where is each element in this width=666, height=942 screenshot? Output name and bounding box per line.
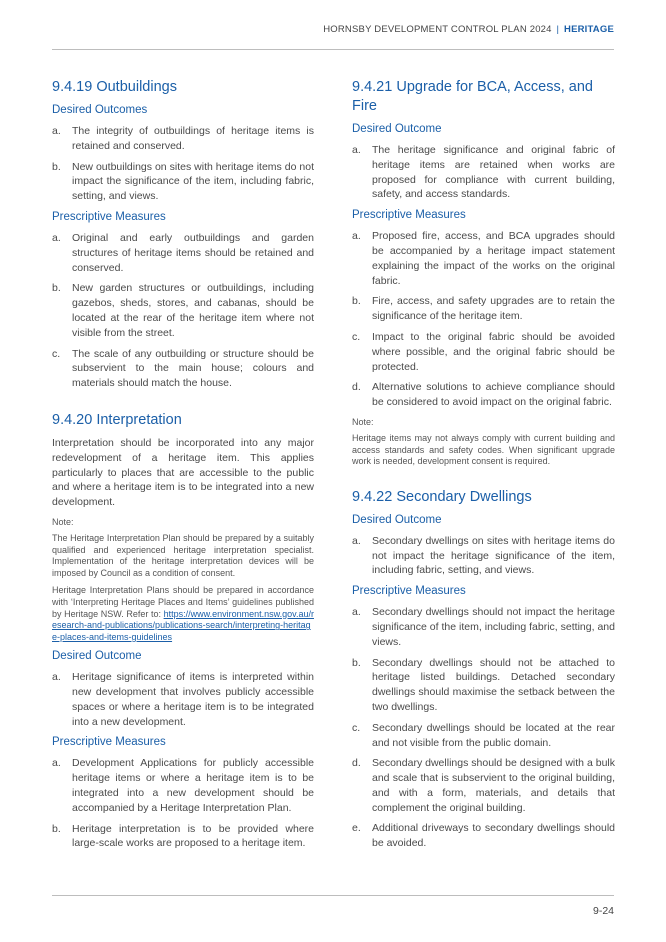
list-marker: a.: [352, 144, 361, 156]
interpretation-outcomes-list: [52, 670, 314, 729]
list-text: Proposed fire, access, and BCA upgrades should be accompanied by a heritage impact statement explaining the impact of the works on the original fabric.: [372, 230, 615, 287]
secondary-measures-heading: Prescriptive Measures: [352, 585, 466, 598]
list-item: [52, 822, 314, 852]
list-item: [52, 281, 314, 340]
secondary-measures-list: [352, 605, 615, 851]
list-item: [352, 229, 615, 288]
upgrade-title: 9.4.21 Upgrade for BCA, Access, and Fire: [352, 79, 593, 114]
page-number: 9-24: [592, 905, 614, 917]
upgrade-outcome-heading: Desired Outcome: [352, 123, 442, 135]
list-text: New garden structures or outbuildings, including gazebos, sheds, stores, and cabanas, should be located at the rear of the heritage item where not visible from the street.: [72, 282, 314, 339]
header-section: HERITAGE: [564, 24, 614, 35]
interpretation-note-2-text: Heritage Interpretation Plans should be prepared in accordance with ‘Interpreting Heritage Places and Items’ guidelines published by Heritage NSW. Refer to:: [52, 585, 314, 619]
list-item: [352, 656, 615, 715]
list-text: Alternative solutions to achieve compliance should be considered to avoid impact on the original fabric.: [372, 381, 615, 409]
header-rule: [52, 49, 614, 50]
list-marker: b.: [52, 160, 61, 173]
note-label: Note:: [352, 416, 374, 427]
list-marker: e.: [352, 822, 361, 835]
list-item: [352, 605, 615, 649]
interpretation-note-1: The Heritage Interpretation Plan should be prepared by a suitably qualified and experienced heritage interpretation specialist. Implementation of the heritage interpretation devices will be imposed by Council as a condition of consent.: [52, 532, 314, 578]
list-item: [352, 756, 615, 815]
list-marker: b.: [352, 295, 361, 308]
outbuildings-measures-heading: Prescriptive Measures: [52, 210, 166, 223]
list-item: [352, 821, 615, 851]
upgrade-outcomes-list: [352, 143, 615, 202]
list-text: Secondary dwellings should be located at the rear and not visible from the public domain.: [372, 721, 615, 749]
list-item: [52, 231, 314, 275]
list-text: New outbuildings on sites with heritage items do not impact the significance of the item, including fabric, setting, and views.: [72, 160, 314, 203]
list-marker: a.: [352, 534, 361, 547]
list-marker: c.: [352, 721, 361, 734]
list-text: The heritage significance and original fabric of heritage items are retained when works are proposed for compliance with current building, safety, and access standards.: [372, 144, 615, 201]
header-separator: |: [556, 24, 560, 35]
list-marker: c.: [352, 330, 361, 343]
list-item: [352, 380, 615, 410]
list-item: [352, 721, 615, 751]
footer-rule: [52, 895, 614, 896]
list-item: [52, 756, 314, 815]
header-doc-title: HORNSBY DEVELOPMENT CONTROL PLAN 2024: [323, 24, 552, 35]
interpretation-intro: Interpretation should be incorporated into any major redevelopment of a heritage item. This applies particularly to places that are accessible to the public and where a heritage item is to be integrated into a new development.: [52, 436, 314, 509]
list-marker: a.: [352, 606, 361, 619]
list-marker: d.: [352, 757, 361, 770]
list-item: [52, 160, 314, 204]
list-item: [52, 347, 314, 391]
secondary-outcomes-list: [352, 534, 615, 578]
list-marker: b.: [52, 822, 61, 835]
secondary-title: 9.4.22 Secondary Dwellings: [352, 488, 532, 505]
list-item: [52, 124, 314, 154]
list-item: [352, 330, 615, 374]
outbuildings-measures-list: [52, 231, 314, 391]
list-marker: a.: [52, 125, 61, 137]
upgrade-note: Heritage items may not always comply with current building and access standards and safety codes. When significant upgrade work is needed, development consent is required.: [352, 432, 615, 467]
outbuildings-outcomes-heading: Desired Outcomes: [52, 104, 148, 116]
list-marker: a.: [52, 757, 61, 770]
interpretation-measures-list: [52, 756, 314, 851]
list-item: [52, 670, 314, 729]
guidelines-link[interactable]: https://www.environment.nsw.gov.au/research-and-publications/publications-search/interpreting-heritage-places-and-items-guidelines: [52, 608, 314, 642]
upgrade-measures-list: [352, 229, 615, 410]
outbuildings-outcomes-list: [52, 124, 314, 204]
list-marker: c.: [52, 347, 61, 360]
list-marker: b.: [52, 282, 61, 295]
list-text: Heritage interpretation is to be provided where large-scale works are proposed to a heritage item.: [72, 822, 314, 850]
interpretation-outcome-heading: Desired Outcome: [52, 650, 142, 663]
left-column: [52, 78, 314, 857]
list-marker: b.: [352, 656, 361, 669]
list-text: Secondary dwellings should not be attached to heritage listed buildings. Detached secondary dwellings should maximise the setback between the two dwellings.: [372, 656, 615, 713]
list-text: The integrity of outbuildings of heritage items is retained and conserved.: [72, 125, 314, 152]
interpretation-measures-heading: Prescriptive Measures: [52, 736, 166, 749]
list-text: The scale of any outbuilding or structure should be subservient to the main house; colours and materials should match the house.: [72, 347, 314, 390]
list-text: Heritage significance of items is interpreted within new development that involves publicly accessible spaces or where a heritage item is to be integrated into a new development.: [72, 671, 314, 728]
interpretation-title: 9.4.20 Interpretation: [52, 411, 182, 428]
list-marker: d.: [352, 381, 361, 394]
list-text: Secondary dwellings on sites with heritage items do not impact the heritage significance of the item, including fabric, setting, and views.: [372, 534, 615, 577]
upgrade-measures-heading: Prescriptive Measures: [352, 209, 466, 222]
list-text: Impact to the original fabric should be avoided where possible, and the original fabric should be protected.: [372, 330, 615, 373]
list-text: Original and early outbuildings and garden structures of heritage items should be retained and conserved.: [72, 231, 314, 274]
list-marker: a.: [52, 231, 61, 244]
right-column: [352, 78, 615, 857]
list-text: Additional driveways to secondary dwellings should be avoided.: [372, 822, 615, 850]
list-item: [352, 143, 615, 202]
list-marker: a.: [352, 230, 361, 243]
list-text: Fire, access, and safety upgrades are to retain the significance of the heritage item.: [372, 295, 615, 323]
secondary-outcome-heading: Desired Outcome: [352, 513, 442, 526]
note-label: Note:: [52, 516, 74, 527]
list-text: Secondary dwellings should be designed with a bulk and scale that is subservient to the original building, and with a form, materials, and details that complement the original building.: [372, 757, 615, 814]
interpretation-note-2: [52, 585, 314, 643]
list-text: Secondary dwellings should not impact the heritage significance of the item, including fabric, setting, and views.: [372, 606, 615, 648]
list-marker: a.: [52, 671, 61, 684]
page-header: [323, 24, 614, 35]
list-item: [352, 294, 615, 324]
list-text: Development Applications for publicly accessible heritage items or where a heritage item is to be integrated into a new development should be accompanied by a Heritage Interpretation Plan.: [72, 757, 314, 814]
outbuildings-title: 9.4.19 Outbuildings: [52, 79, 177, 95]
list-item: [352, 534, 615, 578]
